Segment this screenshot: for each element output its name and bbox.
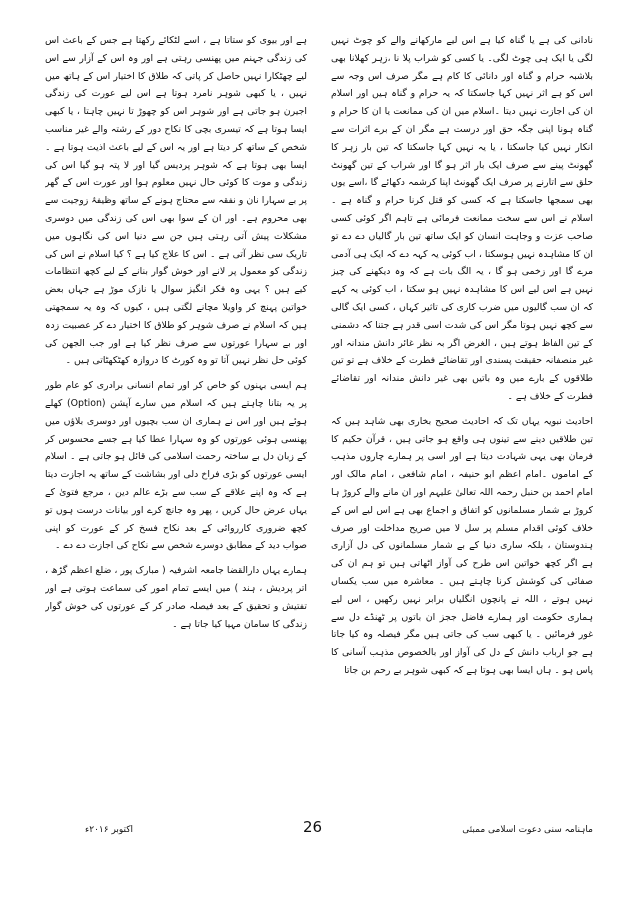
- right-paragraph-2: احادیث نبویہ یہاں تک کہ احادیث صحیح بخاری بھی شاہد ہیں کہ تین طلاقیں دینے سے تینوں ہی واقع ہو جاتی ہیں ، قرآن حکیم کا فرمان بھی یہی شہادت دیتا ہے اور اسی پر ہمارے چاروں مذہب کے اماموں ۔امام اعظم ابو حنیفہ ، امام شافعی ، امام مالک اور امام احمد بن حنبل رحمہ اللہ تعالیٰ علیہم اور ان مانے والے کروڑ ہا کروڑ بے شمار مسلمانوں کو اتفاق و اجماع بھی ہے اس لیے اس کے خلاف کوئی اقدام مسلم پر سل لا میں صریح مداخلت اور صرف ہندوستان ، بلکہ ساری دنیا کے بے شمار مسلمانوں کی دل آزاری ہے اگر کچھ خواتین اس طرح کی آواز اٹھاتی ہیں تو ہم ان کی صفائی کی کوشش کرنا چاہتے ہیں ۔ معاشرہ میں سب یکساں نہیں ہوتے ، اللہ نے پانچوں انگلیاں برابر نہیں رکھیں ، اس لیے ہماری حکومت اور ہمارے فاضل ججز ان باتوں پر ٹھنڈے دل سے غور فرمائیں ۔ یا کبھی سب کی جاتی ہیں مگر فیصلہ وہ کیا جاتا ہے جو ارباب دانش کے دل کی آواز اور بالخصوص مذہب آسانی کا پاس ہو ۔ ہاں ایسا بھی ہوتا ہے کہ کبھی شوہر بے رحم بن جاتا: [331, 415, 593, 676]
- left-paragraph-2: ہم ایسی بہنوں کو خاص کر اور تمام انسانی برادری کو عام طور پر یہ بتانا چاہتے ہیں کہ اسلام میں سارے آپشن (Option) کھلے ہوئے ہیں اور اس نے ہماری ان سب بچیوں اور دوسری بلاؤں میں پھنسی ہوئی عورتوں کو وہ سہارا عطا کیا ہے جسے محسوس کر کے زبان دل بے ساختہ رحمت اسلامی کی قائل ہو جاتی ہے ۔ اسلام ایسی عورتوں کو بڑی فراخ دلی اور بشاشت کے ساتھ یہ اجازت دیتا ہے کہ وہ اپنے علاقے کے سب سے بڑے عالم دین ، مرجع فتویٰ کے یہاں عرض حال کریں ، پھر وہ جانچ کرے اور بیانات درست ہوں تو کچھ ضروری کارروائی کے بعد نکاح فسخ کر کے عورت کو اپنی صواب دید کے مطابق دوسرے شخص سے نکاح کی اجازت دے دے ۔: [45, 380, 307, 552]
- page-footer: [45, 818, 593, 841]
- magazine-title: ماہنامہ سنی دعوت اسلامی ممبئی: [462, 825, 593, 835]
- issue-date: اکتوبر ۲۰۱۶ء: [85, 825, 134, 835]
- left-paragraph-1: ہے اور بیوی کو ستاتا ہے ، اسے لٹکائے رکھتا ہے جس کے باعث اس کی زندگی جہنم میں پھنسی رہتی ہے اور وہ اس کے آزار سے اس لیے چھٹکارا نہیں حاصل کر پاتی کہ طلاق کا اختیار اس کے ہاتھ میں نہیں ، یا کبھی شوہر نامرد ہوتا ہے اس لیے عورت کی زندگی اجیرن ہو جاتی ہے اور شوہر اس کو چھوڑ تا نہیں چاہتا ، یا کبھی ایسا ہوتا ہے کہ تیسری بچی کا نکاح دور کے رشتہ والے غیر مناسب شخص کے ساتھ کر دیتا ہے اور یہ اس کے لیے باعث اذیت ہوتا ہے ۔ ایسا بھی ہوتا ہے کہ شوہر پردیس گیا اور لا پتہ ہو گیا اس کی زندگی و موت کا کوئی حال نہیں معلوم ہوا اور عورت اس کے گھر پر بے سہارا نان و نفقہ سے محتاج ہونے کے ساتھ وظیفۂ زوجیت سے بھی محروم ہے۔ اور ان کے سوا بھی اس کی زندگی میں دوسری مشکلات پیش آتی رہتی ہیں جن سے دنیا اس کی نگاہوں میں تاریک سی نظر آتی ہے ۔ اس کا علاج کیا ہے ؟ کیا اسلام نے اس کی زندگی کو معمول پر لانے اور خوش گوار بنانے کے لیے کچھ انتظامات کیے ہیں ؟ یہی وہ فکر انگیز سوال یا نازک موڑ ہے جہاں بعض خواتین پہنچ کر واویلا مچانے لگتی ہیں ، کیوں کہ وہ یہ سمجھتی ہیں کہ اسلام نے صرف شوہر کو طلاق کا اختیار دے کر عصبیت زدہ اور بے سہارا عورتوں سے صرف نظر کیا ہے اور جب الجھن کی کوئی حل نظر نہیں آتا تو وہ کورٹ کا دروازہ کھٹکھٹاتی ہیں ۔: [45, 35, 307, 367]
- right-paragraph-1: نادانی کی ہے یا گناہ کیا ہے اس لیے مارکھانے والے کو چوٹ نہیں لگی یا ایک ہی چوٹ لگی۔ یا کسی کو شراب پلا نا ،زہر کھلانا بھی بلاشبہ حرام و گناہ اور دانائی کا کام ہے مگر صرف اس وجہ سے اس کو ہے اثر نہیں کہا جاسکتا کہ یہ حرام و گناہ ہیں اور اسلام ان کی اجازت نہیں دیتا ۔اسلام میں ان کی ممانعت یا ان کا حرام و گناہ ہونا اپنی جگہ حق اور درست ہے مگر ان کے برے اثرات سے انکار نہیں کیا جاسکتا ، یا یہ نہیں کہا جاسکتا کہ تین بار زہر کا گھونٹ پینے سے صرف ایک بار اثر ہو گا اور شراب کے تین گھونٹ حلق سے اتارنے پر صرف ایک گھونٹ اپنا کرشمہ دکھائے گا ،اسے یوں بھی سمجھا جاسکتا ہے کہ کسی کو قتل کرنا حرام و گناہ ہے ۔اسلام نے اس سے سخت ممانعت فرمائی ہے تاہم اگر کوئی کسی صاحب عزت و وجاہت انسان کو ایک ساتھ تین بار گالیاں دے دے تو ان کا مشاہدہ نہیں ہوسکتا ، اب کوئی یہ کہہ دے کہ ایک ہی آدمی مرے گا اور زخمی ہو گا ، یہ الگ بات ہے کہ وہ دیکھنے کی چیز نہیں ہے اس لیے اس کا مشاہدہ نہیں ہو سکتا ، اب کوئی یہ کہے کہ ان سب گالیوں میں ضرب کاری کی تاثیر کہاں ، کسی ایک گالی سے کچھ نہیں ہوتا مگر اس کی شدت اسی قدر ہے جتنا کہ دشمنی کے تین الفاظ ہوتے ہیں ، الغرض اگر بہ نظر غائر دانش مندانہ اور غیر منصفانہ حقیقت پسندی اور تقاضائے فطرت کے خلاف ہے تو تین طلاقوں کے بارے میں وہ باتیں بھی غیر دانش مندانہ اور تقاضائے فطرت کے خلاف ہے ۔: [331, 35, 593, 402]
- right-column: [331, 32, 593, 744]
- page-body: [45, 32, 593, 867]
- page-number: 26: [303, 818, 323, 836]
- left-paragraph-3: ہمارے یہاں دارالقضا جامعہ اشرفیہ ( مبارک پور ، ضلع اعظم گڑھ ، اتر پردیش ، ہند ) میں ایسے تمام امور کی سماعت ہوتی ہے اور تفتیش و تحقیق کے بعد فیصلہ صادر کر کے عورتوں کی خوش گوار زندگی کا سامان مہیا کیا جاتا ہے ۔: [45, 565, 307, 630]
- left-column: [45, 32, 307, 744]
